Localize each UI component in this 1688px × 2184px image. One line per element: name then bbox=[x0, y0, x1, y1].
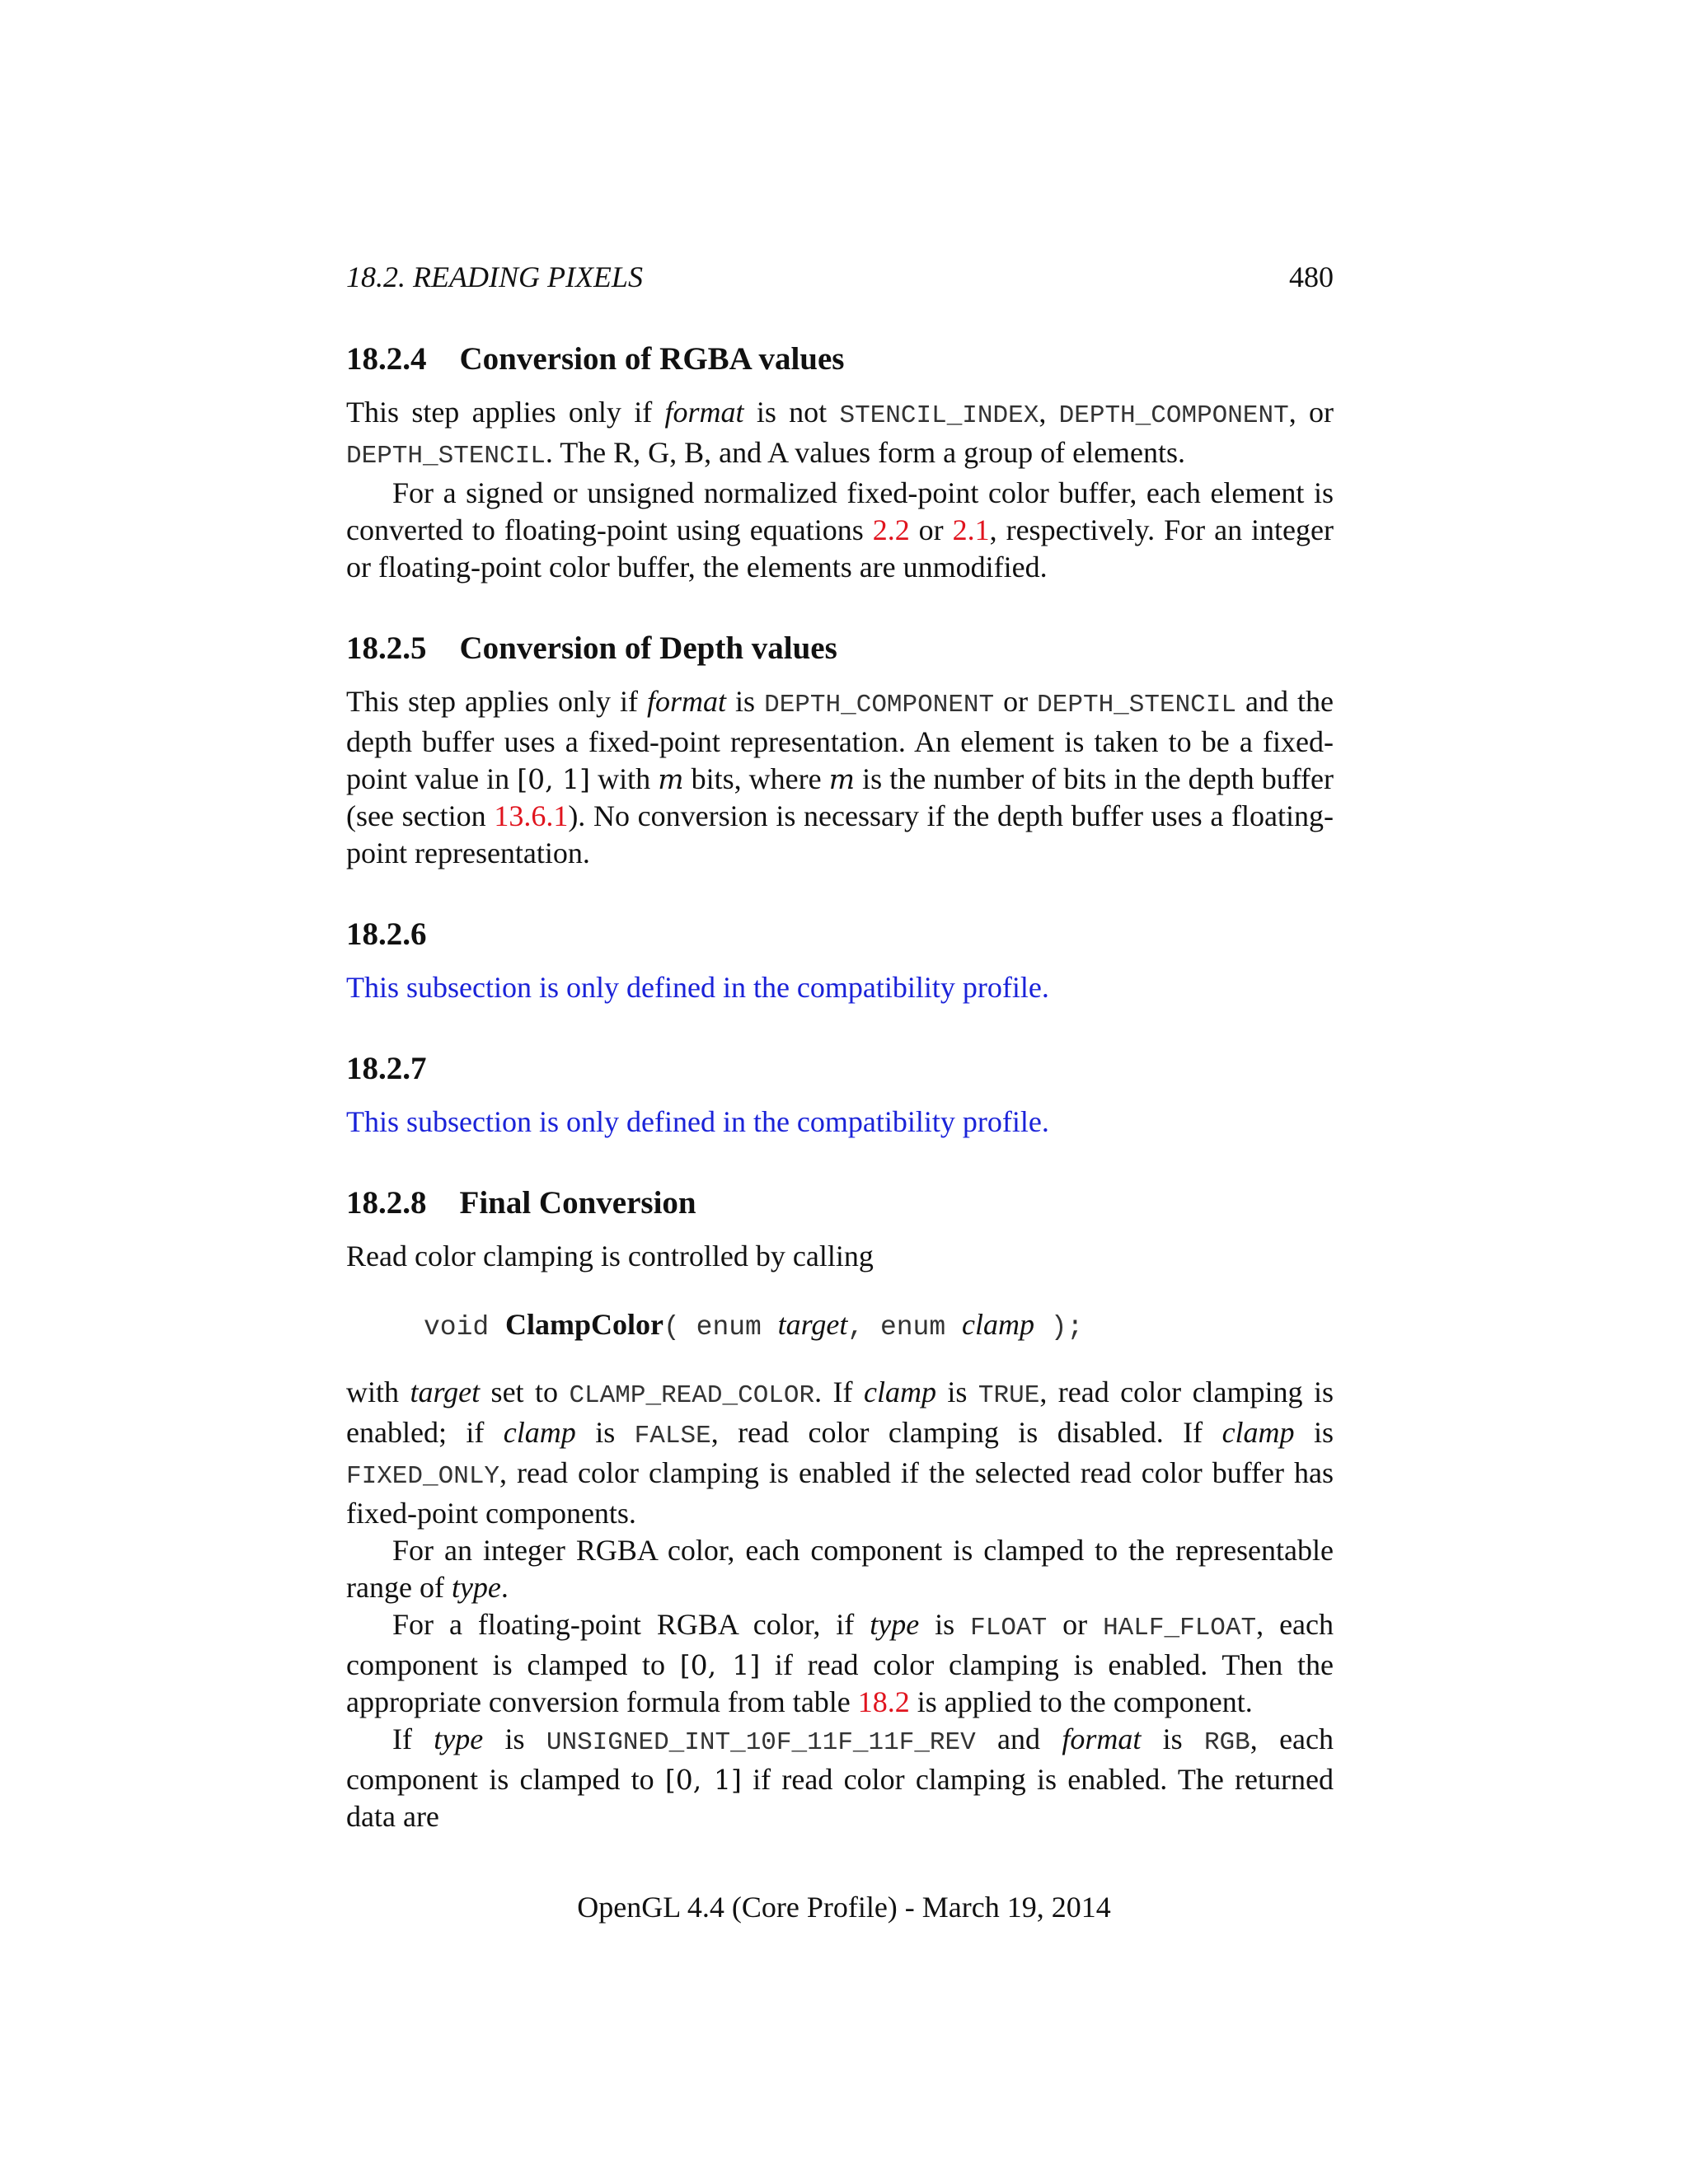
paragraph: Read color clamping is controlled by calling bbox=[346, 1240, 874, 1272]
running-header bbox=[346, 257, 1334, 297]
section-18-2-6 bbox=[346, 912, 1334, 1006]
section-heading bbox=[346, 336, 1334, 382]
section-heading bbox=[346, 912, 1334, 958]
section-title: Conversion of RGBA values bbox=[459, 341, 845, 377]
section-number: 18.2.4 bbox=[346, 341, 427, 377]
document-page bbox=[346, 257, 1334, 1835]
header-section-title: 18.2. READING PIXELS bbox=[346, 260, 643, 293]
compatibility-note: This subsection is only defined in the compatibility profile. bbox=[346, 971, 1049, 1004]
section-18-2-7 bbox=[346, 1046, 1334, 1141]
section-heading bbox=[346, 1046, 1334, 1092]
paragraph: For a signed or unsigned normalized fixed-point color buffer, each element is converted to floating-point using equations 2.2 or 2.1, respectively. For an integer or floating-point color buffer, the elements are unmodified. bbox=[346, 476, 1334, 583]
table-link[interactable]: 18.2 bbox=[857, 1685, 910, 1718]
section-title: Final Conversion bbox=[459, 1185, 696, 1221]
equation-link[interactable]: 2.1 bbox=[952, 513, 990, 546]
section-heading bbox=[346, 1180, 1334, 1226]
section-18-2-8 bbox=[346, 1180, 1334, 1835]
section-link[interactable]: 13.6.1 bbox=[494, 799, 569, 832]
section-number: 18.2.7 bbox=[346, 1051, 427, 1086]
paragraph: For an integer RGBA color, each component is clamped to the representable range of type. bbox=[346, 1534, 1334, 1604]
paragraph: This step applies only if format is not STENCIL_INDEX, DEPTH_COMPONENT, or DEPTH_STENCIL. The R, G, B, and A values form a group of elements. bbox=[346, 396, 1334, 471]
section-18-2-4 bbox=[346, 336, 1334, 586]
section-heading bbox=[346, 626, 1334, 672]
compatibility-note: This subsection is only defined in the compatibility profile. bbox=[346, 1105, 1049, 1138]
equation-link[interactable]: 2.2 bbox=[872, 513, 910, 546]
page-number: 480 bbox=[1289, 260, 1334, 293]
section-number: 18.2.8 bbox=[346, 1185, 427, 1221]
section-number: 18.2.6 bbox=[346, 916, 427, 952]
paragraph: If type is UNSIGNED_INT_10F_11F_11F_REV and format is RGB, each component is clamped to [0, 1] if read color clamping is enabled. The returned data are bbox=[346, 1722, 1334, 1833]
section-title: Conversion of Depth values bbox=[459, 630, 837, 666]
section-18-2-5 bbox=[346, 626, 1334, 872]
paragraph: For a floating-point RGBA color, if type is FLOAT or HALF_FLOAT, each component is clamped to [0, 1] if read color clamping is enabled. Then the appropriate conversion formula from table 18.2 is applied to the component. bbox=[346, 1608, 1334, 1718]
function-prototype: void ClampColor( enum target, enum clamp ); bbox=[424, 1308, 1084, 1343]
section-number: 18.2.5 bbox=[346, 630, 427, 666]
paragraph: This step applies only if format is DEPTH_COMPONENT or DEPTH_STENCIL and the depth buffer uses a fixed-point representation. An element is taken to be a fixed-point value in [0, 1] with m bits, where m is the number of bits in the depth buffer (see section 13.6.1). No conversion is necessary if the depth buffer uses a floating-point representation. bbox=[346, 685, 1334, 869]
paragraph: with target set to CLAMP_READ_COLOR. If clamp is TRUE, read color clamping is enabled; if clamp is FALSE, read color clamping is disabled. If clamp is FIXED_ONLY, read color clamping is enabled if the selected read color buffer has fixed-point components. bbox=[346, 1376, 1334, 1530]
page-footer: OpenGL 4.4 (Core Profile) - March 19, 2014 bbox=[577, 1891, 1111, 1924]
